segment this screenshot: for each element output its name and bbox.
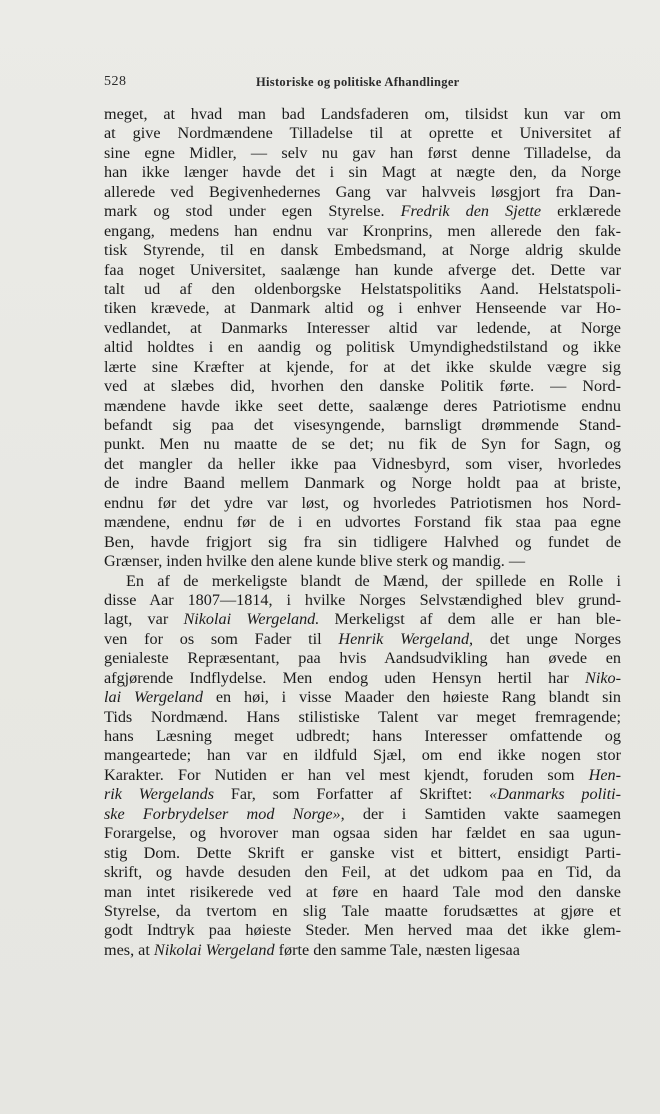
text-span: faa noget Universitet, saalænge han kunde afverge det. Dette var — [104, 260, 621, 279]
text-span: mangeartede; han var en ildfuld Sjæl, om end ikke nogen stor — [104, 746, 621, 765]
text-line — [104, 649, 621, 668]
text-span: altid holdtes i en aandig og politisk Umyndighedstilstand og ikke — [104, 338, 621, 357]
text-line — [104, 746, 621, 765]
text-line — [104, 261, 621, 280]
text-line — [104, 785, 621, 804]
text-span: hans Læsning meget udbredt; hans Interesser omfattende og — [104, 727, 621, 745]
text-span: Karakter. For Nutiden er han vel mest kjendt, foruden som — [104, 765, 589, 784]
text-line — [104, 124, 621, 143]
text-line — [104, 241, 621, 260]
text-line — [104, 941, 621, 960]
italic-text: Fredrik den Sjette — [400, 202, 542, 221]
text-span: ved at slæbes did, hvorhen den danske Politik førte. — Nord- — [104, 377, 621, 396]
text-span: ven for os som Fader til — [104, 629, 339, 648]
text-span: Ben, havde frigjort sig fra sin tidligere Halvhed og fundet de — [104, 532, 621, 551]
text-line — [104, 474, 621, 493]
text-line — [104, 222, 621, 241]
text-line — [104, 163, 621, 182]
text-line — [104, 416, 621, 435]
text-span: man intet risikerede ved at føre en haard Tale mod den danske — [104, 882, 621, 901]
running-title: Historiske og politiske Afhandlinger — [256, 75, 460, 89]
text-line — [104, 552, 621, 571]
text-span: stig Dom. Dette Skrift er ganske vist et bittert, ensidigt Parti- — [104, 843, 621, 862]
text-span: lærte sine Kræfter at kjende, for at det ikke skulde vægre sig — [104, 357, 621, 376]
body-text — [104, 105, 621, 960]
italic-text: rik Wergelands — [104, 785, 215, 804]
text-span: førte den samme Tale, næsten ligesaa — [274, 940, 520, 959]
text-line — [104, 805, 621, 824]
text-line — [104, 902, 621, 921]
text-line — [104, 319, 621, 338]
text-span: det unge Norges — [473, 629, 621, 648]
page-number: 528 — [104, 74, 127, 89]
italic-text: ske Forbrydelser mod Norge», — [104, 804, 345, 823]
text-line — [104, 630, 621, 649]
italic-text: lai Wergeland — [104, 688, 203, 707]
italic-text: Hen- — [588, 765, 621, 784]
text-span: allerede ved Begivenhedernes Gang var halvveis løsgjort fra Dan- — [104, 182, 621, 201]
text-line — [104, 610, 621, 629]
text-span: endnu før det ydre var løst, og hvorledes Patriotismen hos Nord- — [104, 493, 621, 512]
text-span: han ikke længer havde det i sin Magt at nægte den, da Norge — [104, 163, 621, 182]
text-line — [104, 572, 621, 591]
text-span: de indre Baand mellem Danmark og Norge holdt paa at briste, — [104, 474, 621, 493]
text-span: meget, at hvad man bad Landsfaderen om, tilsidst kun var om — [104, 105, 621, 123]
text-line — [104, 435, 621, 454]
text-line — [104, 591, 621, 610]
text-span: engang, medens han endnu var Kronprins, men allerede den fak- — [104, 221, 621, 240]
text-line — [104, 358, 621, 377]
text-line — [104, 494, 621, 513]
text-span: talt ud af den oldenborgske Helstatspolitiks Aand. Helstatspoli- — [104, 279, 621, 298]
text-span: godt Indtryk paa høieste Steder. Men herved maa det ikke glem- — [104, 921, 621, 940]
text-span: tisk Styrende, til en dansk Embedsmand, at Norge aldrig skulde — [104, 241, 621, 260]
text-span: Far, som Forfatter af Skriftet: — [214, 785, 490, 804]
text-span: punkt. Men nu maatte de se det; nu fik de Syn for Sagn, og — [104, 435, 621, 454]
text-span: sine egne Midler, — selv nu gav han først denne Tilladelse, da — [104, 143, 621, 162]
text-span: en høi, i visse Maader den høieste Rang blandt sin — [202, 688, 621, 707]
text-span: Tids Nordmænd. Hans stilistiske Talent var meget fremragende; — [104, 707, 621, 726]
text-span: En af de merkeligste blandt de Mænd, der spillede en Rolle i — [126, 571, 621, 590]
text-line — [104, 338, 621, 357]
text-line — [104, 183, 621, 202]
text-line — [104, 708, 621, 727]
text-span: Forargelse, og hvorover man ogsaa siden har fældet en saa ugun- — [104, 824, 621, 843]
italic-text: Niko- — [585, 668, 621, 687]
text-span: tiken krævede, at Danmark altid og i enhver Henseende var Ho- — [104, 299, 621, 318]
text-span: Merkeligst af dem alle er han ble- — [319, 610, 621, 629]
text-line — [104, 455, 621, 474]
text-span: Grænser, inden hvilke den alene kunde blive sterk og mandig. — — [104, 552, 526, 571]
text-span: mændene havde ikke seet dette, saalænge deres Patriotisme endnu — [104, 396, 621, 415]
text-span: mændene, endnu før de i en udvortes Forstand fik staa paa egne — [104, 513, 621, 532]
text-span: mark og stod under egen Styrelse. — [104, 202, 401, 221]
text-span: det mangler da heller ikke paa Vidnesbyrd, som viser, hvorledes — [104, 454, 621, 473]
text-line — [104, 766, 621, 785]
italic-text: «Danmarks politi- — [489, 785, 621, 804]
text-line — [104, 533, 621, 552]
text-span: skrift, og havde desuden den Feil, at det udkom paa en Tid, da — [104, 863, 621, 882]
text-line — [104, 844, 621, 863]
text-line — [104, 513, 621, 532]
text-line — [104, 883, 621, 902]
text-line — [104, 863, 621, 882]
text-span: erklærede — [541, 202, 621, 221]
text-line — [104, 144, 621, 163]
text-span: vedlandet, at Danmarks Interesser altid var ledende, at Norge — [104, 318, 621, 337]
text-span: befandt sig paa det visesyngende, barnsligt drømmende Stand- — [104, 416, 621, 434]
text-line — [104, 280, 621, 299]
italic-text: Nikolai Wergeland — [153, 940, 275, 959]
text-line — [104, 105, 621, 124]
text-span: at give Nordmændene Tilladelse til at oprette et Universitet af — [104, 124, 621, 143]
text-line — [104, 824, 621, 843]
italic-text: Nikolai Wergeland. — [183, 610, 320, 629]
page-header — [104, 74, 621, 94]
text-line — [104, 377, 621, 396]
text-line — [104, 921, 621, 940]
italic-text: Henrik Wergeland, — [338, 629, 474, 648]
text-span: lagt, var — [104, 610, 184, 629]
text-line — [104, 727, 621, 746]
text-line — [104, 202, 621, 221]
text-line — [104, 397, 621, 416]
text-span: der i Samtiden vakte saamegen — [344, 804, 621, 823]
text-span: disse Aar 1807—1814, i hvilke Norges Selvstændighed blev grund- — [104, 590, 621, 609]
text-span: afgjørende Indflydelse. Men endog uden Hensyn hertil har — [104, 668, 586, 687]
text-span: Styrelse, da tvertom en slig Tale maatte forudsættes at gjøre et — [104, 901, 621, 920]
text-line — [104, 688, 621, 707]
text-span: mes, at — [104, 940, 154, 959]
text-line — [104, 669, 621, 688]
text-span: genialeste Repræsentant, paa hvis Aandsudvikling han øvede en — [104, 649, 621, 668]
text-line — [104, 299, 621, 318]
